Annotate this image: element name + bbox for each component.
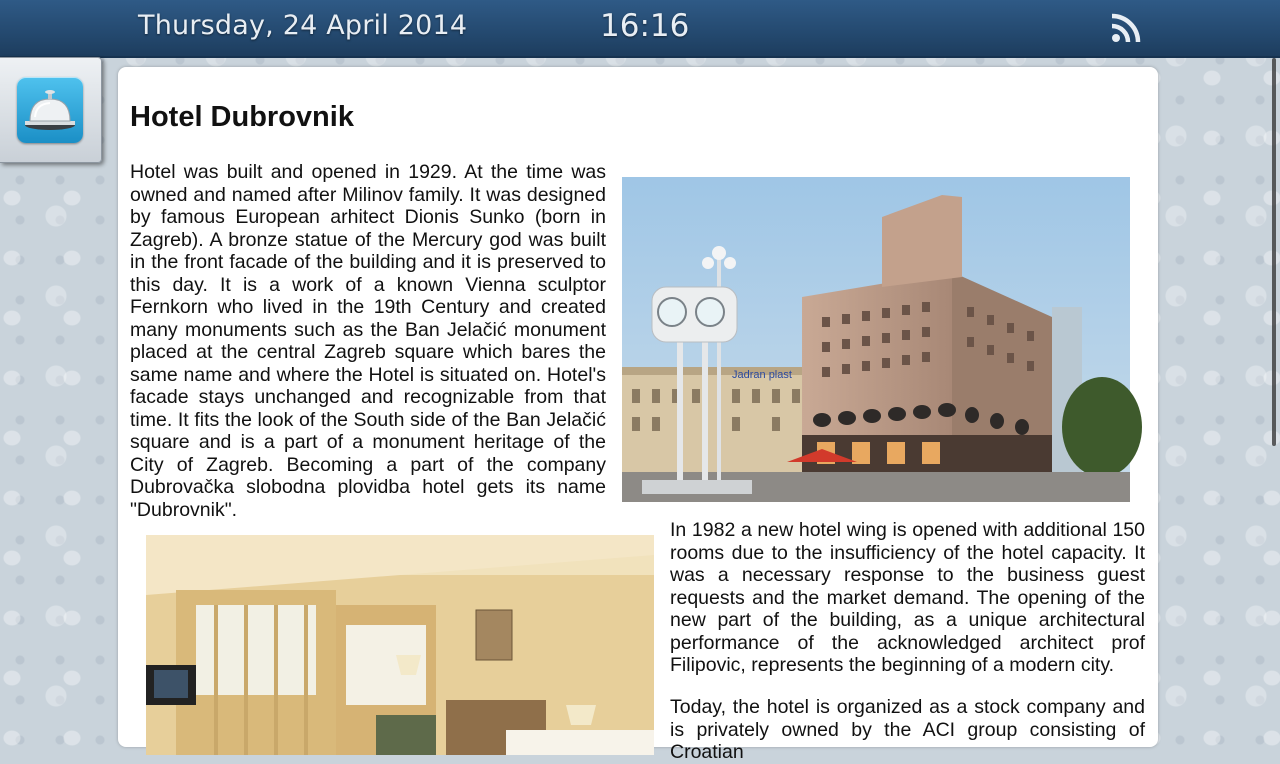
reception-bell-icon [17,77,83,143]
hotel-room-photo [146,535,654,755]
reception-menu-button[interactable] [0,57,102,163]
shop-sign: Jadran plast [732,369,792,381]
page-title: Hotel Dubrovnik [130,101,354,133]
rss-icon[interactable] [1110,12,1142,44]
date-label: Thursday, 24 April 2014 [138,10,468,41]
status-bar [0,0,1280,58]
new-wing-paragraph: In 1982 a new hotel wing is opened with additional 150 rooms due to the insufficiency of the hotel capacity. It was a necessary response to the business guest requests and the market demand. The opening of the new part of the building, as a unique architectural performance of the acknowledged architect prof Filipovic, represents the beginning of a modern city. [670,519,1145,676]
history-paragraph: Hotel was built and opened in 1929. At the time was owned and named after Milinov family. It was designed by famous European arhitect Dionis Sunko (born in Zagreb). A bronze statue of the Mercury god was built in the front facade of the building and it is preserved to this day. It is a work of a known Vienna sculptor Fernkorn who lived in the 19th Century and created many monuments such as the Ban Jelačić monument placed at the central Zagreb square which bares the same name and where the Hotel is situated on. Hotel's facade stays unchanged and recognizable from that time. It fits the look of the South side of the Ban Jelačić square and is a part of a monument heritage of the City of Zagreb. Becoming a part of the company Dubrovačka slobodna plovidba hotel gets its name "Dubrovnik". [130,161,606,521]
content-panel [118,67,1158,763]
hotel-exterior-photo [622,177,1130,502]
clock-label: 16:16 [600,8,690,44]
page-scrollbar[interactable] [1272,58,1276,446]
ownership-paragraph: Today, the hotel is organized as a stock company and is privately owned by the ACI group consisting of Croatian [670,696,1145,763]
